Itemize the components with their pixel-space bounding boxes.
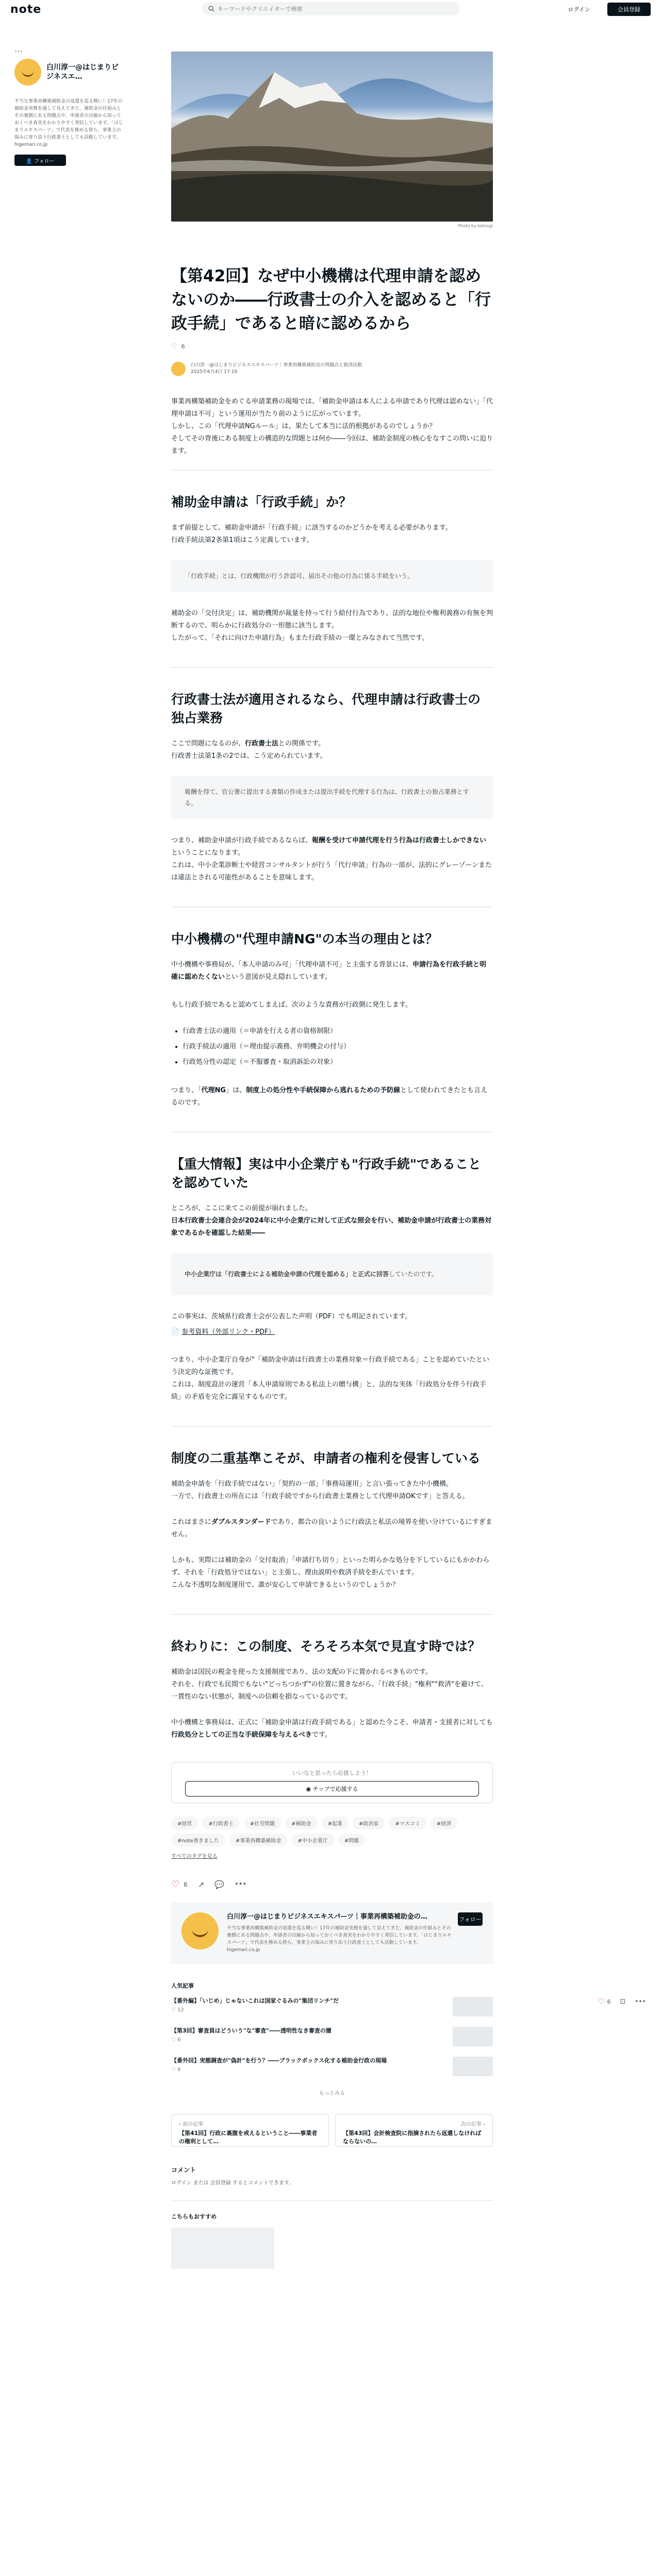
- top-header: [0, 0, 662, 19]
- tag[interactable]: #起業: [322, 1817, 349, 1829]
- popular-more-link[interactable]: もっとみる: [319, 2091, 345, 2096]
- paragraph: 補助金の「交付決定」は、補助機関が裁量を持って行う給付行為であり、法的な地位や権利義務の有無を判断するので、明らかに行政処分の一形態に該当します。: [171, 609, 493, 630]
- bullet-list: [171, 1024, 493, 1070]
- list-item: • 行政処分性の認定（＝不服審査・取消訴訟の対象）: [183, 1055, 493, 1070]
- paragraph: つまり、「代理NG」は、制度上の処分性や手続保障から逃れるための予防線として使われてきたとも言えるのです。: [171, 1087, 488, 1107]
- share-icon[interactable]: ↗: [197, 1879, 205, 1889]
- bookmark-icon[interactable]: ⊡: [620, 1997, 626, 2006]
- section-heading: 終わりに：この制度、そろそろ本気で見直す時では？: [171, 1639, 481, 1654]
- section-divider: [171, 1614, 493, 1615]
- tag[interactable]: #マスコミ: [389, 1817, 426, 1829]
- paragraph: これは、中小企業診断士や経営コンサルタントが行う「代行申請」行為の一部が、法的にグレーゾーンまたは違法とされる可能性があることを意味します。: [171, 861, 492, 882]
- paragraph: つまり、補助金申請が行政手続であるならば、報酬を受けて申請代理を行う行為は行政書士しかできないということになります。: [171, 837, 487, 857]
- popular-heading: 人気記事: [171, 1982, 194, 1989]
- tag[interactable]: #行政書士: [202, 1817, 239, 1829]
- paragraph: 行政書士法第1条の2では、こう定められています。: [171, 752, 327, 760]
- tag[interactable]: #事業再構築補助金: [229, 1834, 287, 1846]
- reference-link-row: [171, 1326, 493, 1338]
- tag[interactable]: #中小企業庁: [291, 1834, 334, 1846]
- section-heading: 制度の二重基準こそが、申請者の権利を侵害している: [171, 1451, 481, 1466]
- section-divider: [171, 1426, 493, 1427]
- heart-icon: ♡: [171, 2007, 176, 2013]
- article-author-row: [171, 362, 493, 376]
- paragraph: ここで問題になるのが、行政書士法との関係です。: [171, 740, 325, 748]
- profile-follow-button[interactable]: フォロー: [458, 1912, 483, 1926]
- paragraph: もし行政手続であると認めてしまえば、次のような責務が行政側に発生します。: [171, 1001, 412, 1009]
- paragraph: 補助金申請を「行政手続ではない」「契約の一部」「事務局運用」と言い張ってきた中小機構。: [171, 1480, 453, 1488]
- tag[interactable]: #政治家: [353, 1817, 385, 1829]
- prev-article-link[interactable]: [171, 2114, 329, 2147]
- comments-heading: コメント: [171, 2166, 196, 2174]
- next-article-title: 【第43回】会計検査院に指摘されたら返還しなければならないの…: [343, 2130, 482, 2145]
- intro-paragraph: 事業再構築補助金をめぐる申請業務の現場では、「補助金申請は本人による申請であり代理は認めない」「代理申請は不可」という運用が当たり前のように広がっています。: [171, 398, 493, 418]
- popular-list: [171, 1997, 493, 2079]
- paragraph: これはまさにダブルスタンダードであり、都合の良いように行政法と私法の境界を使い分けているにすぎません。: [171, 1518, 492, 1538]
- person-plus-icon: 👤: [26, 158, 32, 164]
- section-heading: 中小機構の"代理申請NG"の本当の理由とは？: [171, 931, 438, 946]
- quote-block: 中小企業庁は「行政書士による補助金申請の代理を認める」と正式に回答していたのです。: [171, 1253, 493, 1295]
- heart-icon: ♡: [171, 2067, 176, 2073]
- tag[interactable]: #補助金: [285, 1817, 317, 1829]
- signup-button[interactable]: 会員登録: [607, 3, 651, 16]
- quote-block: 報酬を得て、官公署に提出する書類の作成または提出手続を代理する行為は、行政書士の独占業務とする。: [171, 776, 493, 819]
- chevron-left-icon: ‹: [179, 2122, 181, 2127]
- author-sidebar: [14, 49, 127, 164]
- more-icon[interactable]: •••: [235, 1880, 247, 1888]
- title-like-row: [171, 343, 493, 350]
- search-bar[interactable]: [202, 2, 460, 15]
- paragraph: 一方で、行政書士の所在には「行政手続ですから行政書士業務として代理申請OKです」と答える。: [171, 1493, 469, 1500]
- section-heading: 【重大情報】実は中小企業庁も"行政手続"であることを認めていた: [171, 1157, 482, 1190]
- tag[interactable]: #経済: [431, 1817, 457, 1829]
- all-tags-link[interactable]: すべてのタグを見る: [171, 1854, 218, 1859]
- support-box: [171, 1762, 493, 1803]
- section-divider: [171, 2200, 493, 2201]
- section-heading: 補助金申請は「行政手続」か？: [171, 495, 352, 510]
- article-column: [171, 52, 493, 2269]
- next-article-label: 次の記事 ›: [460, 2122, 485, 2127]
- profile-avatar[interactable]: [181, 1912, 219, 1950]
- popular-item-thumbnail[interactable]: [453, 1997, 493, 2016]
- hero-image: [171, 52, 493, 222]
- intro-paragraph: そしてその背後にある制度上の構造的な問題とは何か――今回は、補助金制度の核心をなすこの問いに迫ります。: [171, 435, 493, 455]
- paragraph: 日本行政書士会連合会が2024年に中小企業庁に対して正式な照会を行い、補助金申請が行政書士の業務対象であるかを確認した結果――: [171, 1217, 492, 1237]
- popular-item-title[interactable]: 【第3回】審査員はどういう"な"審査"――透明性なき審査の闇: [171, 2027, 332, 2034]
- popular-item[interactable]: [171, 1997, 493, 2020]
- intro-section: [171, 396, 493, 457]
- popular-item-thumbnail[interactable]: [453, 2027, 493, 2046]
- tag[interactable]: #問題: [338, 1834, 365, 1846]
- paragraph: 中小機構と事務局は、正式に「補助金申請は行政手続である」と認めた今こそ、申請者・支援者に対しても行政処分としての正当な手続保障を与えるべきです。: [171, 1719, 493, 1739]
- quote-block: 「行政手続」とは、行政機関が行う許認可、届出その他の行為に係る手続をいう。: [171, 560, 493, 592]
- paragraph: 補助金は国民の税金を使った支援制度であり、法の支配の下に置かれるべきものです。: [171, 1668, 432, 1676]
- heart-icon[interactable]: ♡: [598, 1997, 605, 2006]
- popular-item[interactable]: [171, 2027, 493, 2049]
- photo-credit[interactable]: Photo by kohrogi: [458, 224, 493, 228]
- paragraph: この事実は、茨城県行政書士会が公表した声明（PDF）でも明記されています。: [171, 1313, 412, 1320]
- prev-article-label: ‹ 前の記事: [179, 2122, 204, 2127]
- profile-description: 不当な事業再構築補助金の返還を巡る戦い！17年の補助金実務を通して見えてきた、補助金の仕組みとその裏側にある問題点や、申請者の目線から知っておくべき真実をわかりやすく発信しています。「はじまりエキスパーツ」で代表を務める傍ら、事業主の悩みに寄り添う行政書士としても活動しています。higemari.co.jp: [227, 1926, 452, 1953]
- action-like-count[interactable]: 6: [184, 1880, 188, 1888]
- paragraph: 中小機構や事務局が、「本人申請のみ可」「代理申請不可」と主張する背景には、申請行為を行政手続と明確に認めたくないという意図が見え隠れしています。: [171, 961, 487, 981]
- sidebar-author-name[interactable]: 白川淳一@はじまりビジネスエ…: [46, 63, 119, 81]
- comment-icon[interactable]: 💬: [214, 1879, 225, 1889]
- recommended-heading: こちらもおすすめ: [171, 2213, 217, 2220]
- paragraph: 行政手続法第2条第1項はこう定義しています。: [171, 536, 313, 544]
- paragraph: しかも、実際には補助金の「交付取消」「申請打ち切り」といった明らかな処分を下しているにもかかわらず、それを「行政処分ではない」と主張し、理由説明や救済手続を拒んでいます。: [171, 1556, 490, 1577]
- author-avatar[interactable]: [171, 362, 186, 376]
- paragraph: したがって、「それに向けた申請行為」もまた行政手続の一環とみなされて当然です。: [171, 634, 429, 642]
- sidebar-follow-label: フォロー: [34, 158, 55, 164]
- paragraph: こんな不透明な制度運用で、誰が安心して申請できるというのでしょうか？: [171, 1581, 399, 1589]
- recommended-thumbnail[interactable]: [171, 2228, 274, 2269]
- search-icon: [208, 4, 214, 14]
- publish-date: 2025年6月4日 17:19: [191, 369, 238, 375]
- list-item: • 行政手続法の適用（＝理由提示義務、弁明機会の付与）: [183, 1039, 493, 1055]
- paragraph: まず前提として、補助金申請が「行政手続」に該当するのかどうかを考える必要があります。: [171, 524, 452, 532]
- popular-item-title[interactable]: 【番外編】「いじめ」じゃないこれは国家ぐるみの"集団リンチ"だ: [171, 1997, 339, 2004]
- paragraph: これは、制度設計の運営「本人申請原則である私法上の贈与構」と、法的な実体「行政処分を伴う行政手続」の矛盾を完全に露呈するものです。: [171, 1381, 487, 1401]
- coin-icon: ◉: [306, 1786, 311, 1792]
- sidebar-avatar[interactable]: [14, 59, 41, 86]
- reference-link[interactable]: 参考資料（外部リンク・PDF）: [181, 1328, 275, 1336]
- sidebar-author-description: 不当な事業再構築補助金の返還を巡る戦い！17年の補助金実務を通して見えてきた、補助金の仕組みとその裏側にある問題点や、申請者の目線から知っておくべき真実をわかりやすく発信しています。「はじまりエキスパーツ」で代表を務める傍ら、事業主の悩みに寄り添う行政書士としても活動しています。higemari.co.jp: [14, 99, 123, 147]
- floating-like-count[interactable]: 6: [607, 1998, 611, 2005]
- support-question: いいなと思ったら応援しよう！: [292, 1770, 372, 1776]
- list-item: • 行政書士法の適用（＝申請を行える者の資格制限）: [183, 1024, 493, 1039]
- article-title: 【第42回】なぜ中小機構は代理申請を認めないのか――行政書士の介入を認めると「行政手続」であると暗に認めるから: [171, 267, 491, 333]
- article-nav: [171, 2114, 493, 2147]
- search-input[interactable]: [218, 6, 444, 12]
- prev-article-title: 【第41回】行政に裏腹を戒えるということ――事業者の権利として…: [179, 2130, 318, 2145]
- sidebar-follow-button[interactable]: [14, 155, 66, 166]
- note-logo[interactable]: note: [10, 3, 42, 16]
- action-bar: [171, 1879, 493, 1890]
- mountain-landscape-image: [171, 52, 493, 222]
- intro-paragraph: しかし、この「代理申請NGルール」は、果たして本当に法的根拠があるのでしょうか？: [171, 422, 436, 430]
- heart-icon[interactable]: ♡: [171, 1879, 180, 1890]
- more-icon[interactable]: •••: [635, 1998, 646, 2005]
- heart-icon[interactable]: ♡: [171, 343, 177, 350]
- paragraph: つまり、中小企業庁自身が"「補助金申請は行政書士の業務対象＝行政手続である」ことを認めていたという決定的な証拠です。: [171, 1356, 489, 1376]
- paragraph: それを、行政でも民間でもない"どっちつかず"の位置に置きながら、「行政手続」"権利""救済"を避けて、一貫性のない状態が、制度への信頼を損なっているのです。: [171, 1681, 488, 1701]
- document-icon: 📄: [171, 1328, 180, 1336]
- section-heading: 行政書士法が適用されるなら、代理申請は行政書士の独占業務: [171, 692, 481, 725]
- profile-name[interactable]: 白川淳一@はじまりビジネスエキスパーツ｜事業再構築補助金の…: [227, 1913, 427, 1921]
- popular-item-title[interactable]: 【番外回】実態調査が"偽計"を行う？――ブラックボックス化する補助金行政の現場: [171, 2057, 387, 2064]
- tag[interactable]: #社労問題: [244, 1817, 281, 1829]
- popular-item-thumbnail[interactable]: [453, 2057, 493, 2076]
- tip-button-label: チップで応援する: [312, 1786, 358, 1792]
- popular-item-likes: ♡ 6: [171, 2037, 181, 2043]
- chevron-right-icon: ›: [483, 2122, 485, 2127]
- comments-login-text[interactable]: ログイン または 会員登録 するとコメントできます。: [171, 2180, 294, 2186]
- popular-item[interactable]: [171, 2057, 493, 2079]
- section-divider: [171, 667, 493, 668]
- login-button[interactable]: ログイン: [557, 3, 601, 16]
- tag[interactable]: #note書きました: [171, 1834, 225, 1846]
- popular-item-likes: ♡ 9: [171, 2067, 181, 2073]
- popular-item-likes: ♡ 12: [171, 2007, 184, 2013]
- heart-icon: ♡: [171, 2037, 176, 2043]
- author-line[interactable]: 白川淳一@はじまりビジネスエキスパーツ｜事業再構築補助金の問題点と救済活動: [191, 363, 362, 368]
- sidebar-dots-icon[interactable]: •••: [14, 49, 23, 55]
- author-profile-card: [171, 1902, 493, 1964]
- tip-button[interactable]: [185, 1781, 479, 1797]
- paragraph: ところが、ここに来てこの前提が崩れました。: [171, 1205, 312, 1212]
- tag[interactable]: #経営: [171, 1817, 198, 1829]
- floating-action-bar: [598, 1997, 646, 2006]
- next-article-link[interactable]: [335, 2114, 493, 2147]
- tag-list: [171, 1817, 493, 1846]
- title-like-count[interactable]: 6: [181, 343, 185, 350]
